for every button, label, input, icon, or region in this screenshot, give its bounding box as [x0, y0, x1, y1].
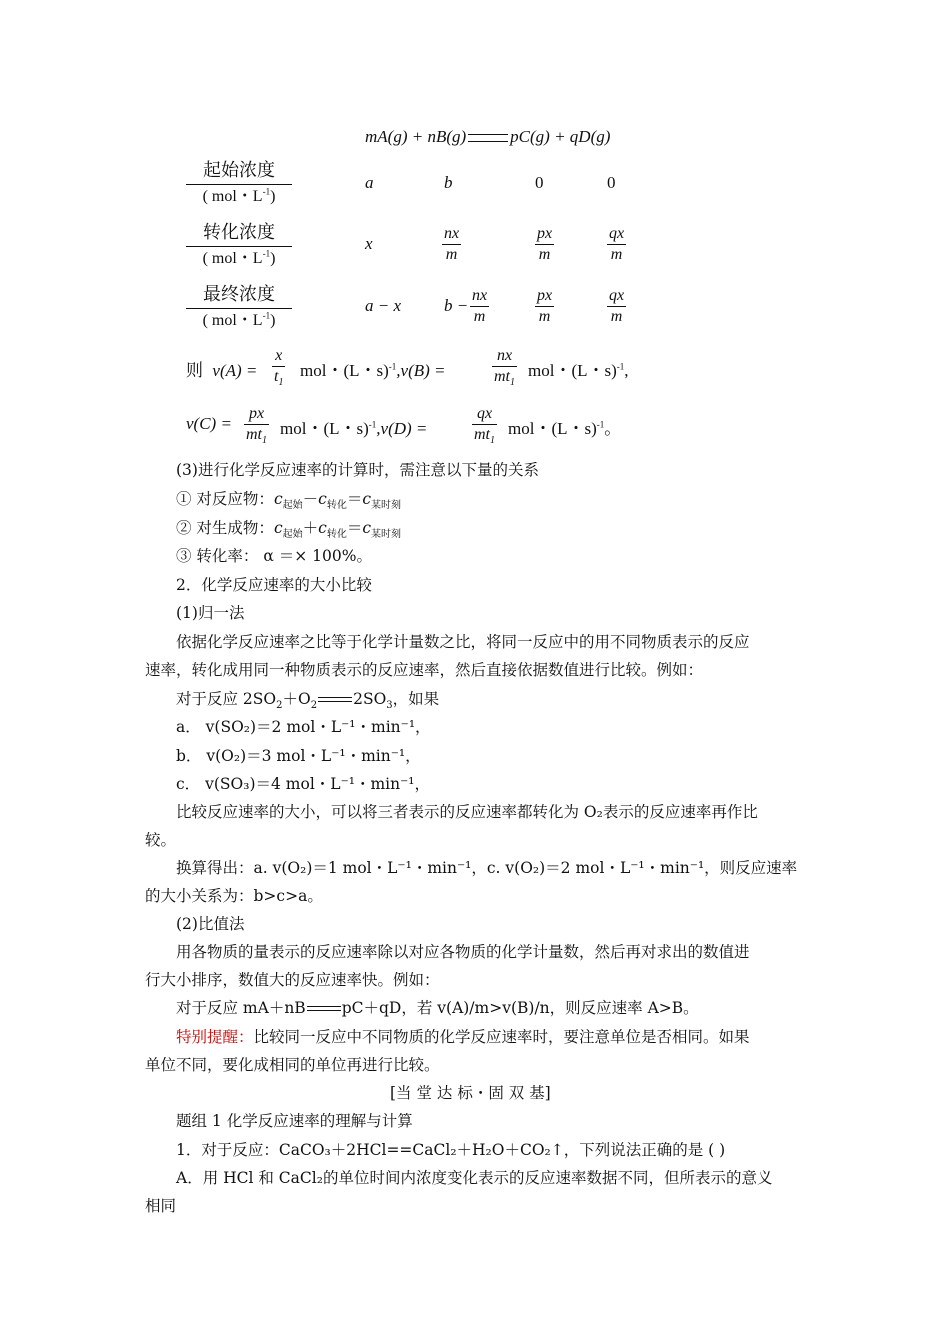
- row-unit: ( mol・$L^{-1}$): [202, 186, 276, 205]
- rate-va-fraction: x $t_1$: [274, 347, 284, 389]
- equation-rhs: pC(g) + qD(g): [510, 127, 611, 146]
- rate-line-1: 则 v(A) =: [186, 361, 258, 381]
- cell-final-c: px m: [537, 287, 553, 325]
- compare-para-2: 较。: [145, 831, 177, 849]
- cell-converted-d: qx m: [609, 225, 625, 263]
- tip-label: 特别提醒：: [176, 1028, 254, 1046]
- rate-va-unit: mol・(L・s)$^{-1}$,v(B) =: [300, 361, 446, 380]
- calc-para-1: 换算得出：a. v(O₂)＝1 mol・L⁻¹・min⁻¹，c. v(O₂)＝2 mol・L⁻¹・min⁻¹，则反应速率: [176, 859, 798, 877]
- option-a-line-1: A．用 HCl 和 CaCl₂的单位时间内浓度变化表示的反应速率数据不同，但所表示的意义: [176, 1169, 773, 1187]
- question-1: 1．对于反应：CaCO₃＋2HCl==CaCl₂＋H₂O＋CO₂↑，下列说法正确的是 ( ): [176, 1141, 726, 1159]
- equation-lhs: mA(g) + nB(g): [365, 127, 467, 146]
- example-c: c． v(SO₃)＝4 mol・L⁻¹・min⁻¹，: [176, 775, 430, 793]
- heading-compare: 2．化学反应速率的大小比较: [176, 576, 372, 594]
- reaction-equation: [365, 127, 610, 147]
- row-label-initial: [186, 160, 292, 207]
- method-2-para-1: 用各物质的量表示的反应速率除以对应各物质的化学计量数，然后再对求出的数值进: [176, 943, 750, 961]
- cell-initial-c: 0: [535, 173, 544, 192]
- tip-line-1: 特别提醒：比较同一反应中不同物质的化学反应速率时，要注意单位是否相同。如果: [176, 1028, 750, 1046]
- cell-final-d: qx m: [609, 287, 625, 325]
- example-b: b． v(O₂)＝3 mol・L⁻¹・min⁻¹，: [176, 747, 421, 765]
- cell-final-b: nx m: [472, 287, 488, 325]
- example-a: a． v(SO₂)＝2 mol・L⁻¹・min⁻¹，: [176, 718, 431, 736]
- method-2-title: (2)比值法: [176, 915, 245, 933]
- cell-initial-b: b: [444, 173, 453, 192]
- reversible-arrow: [318, 696, 352, 704]
- row-label-final: [186, 284, 292, 331]
- method-2-example: 对于反应 mA＋nB pC＋qD，若 v(A)/m>v(B)/n，则反应速率 A>B。: [176, 999, 699, 1017]
- cell-initial-d: 0: [607, 173, 616, 192]
- compare-para-1: 比较反应速率的大小，可以将三者表示的反应速率都转化为 O₂表示的反应速率再作比: [176, 803, 758, 821]
- group-title: 题组 1 化学反应速率的理解与计算: [176, 1112, 413, 1130]
- reversible-arrow: [307, 1005, 341, 1013]
- relation-conversion: ③ 转化率： α ＝× 100%。: [176, 547, 372, 565]
- row-label-text: 最终浓度: [203, 284, 275, 305]
- rate-vb-fraction: nx $mt_1$: [494, 347, 515, 389]
- relation-reactant: ① 对反应物：$c_{起始}-c_{转化}=c_{某时刻}$: [176, 490, 402, 512]
- rate-vc-fraction: px $mt_1$: [246, 405, 267, 447]
- relation-product: ② 对生成物：$c_{起始}+c_{转化}=c_{某时刻}$: [176, 519, 402, 541]
- para-3: (3)进行化学反应速率的计算时，需注意以下量的关系: [176, 461, 539, 479]
- cell-final-a: a − x: [365, 296, 402, 315]
- calc-para-2: 的大小关系为：b>c>a。: [145, 887, 323, 905]
- method-2-para-2: 行大小排序，数值大的反应速率快。例如：: [145, 971, 440, 989]
- row-label-converted: [186, 222, 292, 269]
- row-label-text: 转化浓度: [203, 222, 275, 243]
- rate-vc-unit: mol・(L・s)$^{-1}$,v(D) =: [280, 419, 428, 438]
- rate-vb-unit: mol・(L・s)$^{-1}$,: [528, 361, 629, 380]
- rate-vc-label: v(C) =: [186, 414, 232, 433]
- rate-vd-unit: mol・(L・s)$^{-1}$。: [508, 419, 622, 438]
- method-1-para-2: 速率，转化成用同一种物质表示的反应速率，然后直接依据数值进行比较。例如：: [145, 661, 704, 679]
- method-1-title: (1)归一法: [176, 604, 245, 622]
- cell-converted-a: x: [365, 234, 373, 253]
- cell-converted-c: px m: [537, 225, 553, 263]
- section-title: [当 堂 达 标・固 双 基]: [390, 1084, 551, 1102]
- rate-va-label: v(A) =: [212, 361, 258, 380]
- row-unit: ( mol・$L^{-1}$): [202, 310, 276, 329]
- method-1-para-1: 依据化学反应速率之比等于化学计量数之比，将同一反应中的用不同物质表示的反应: [176, 633, 750, 651]
- cell-initial-a: a: [365, 173, 374, 192]
- row-unit: ( mol・$L^{-1}$): [202, 248, 276, 267]
- tip-line-2: 单位不同，要化成相同的单位再进行比较。: [145, 1056, 440, 1074]
- row-label-text: 起始浓度: [203, 160, 275, 181]
- cell-final-b-prefix: b −: [444, 296, 469, 315]
- cell-converted-b: nx m: [444, 225, 460, 263]
- equals-arrow: [468, 134, 508, 142]
- example-intro: 对于反应 $2SO_2+O_2$ $2SO_3$，如果: [176, 690, 440, 712]
- option-a-line-2: 相同: [145, 1197, 177, 1215]
- rate-vd-fraction: qx $mt_1$: [474, 405, 495, 447]
